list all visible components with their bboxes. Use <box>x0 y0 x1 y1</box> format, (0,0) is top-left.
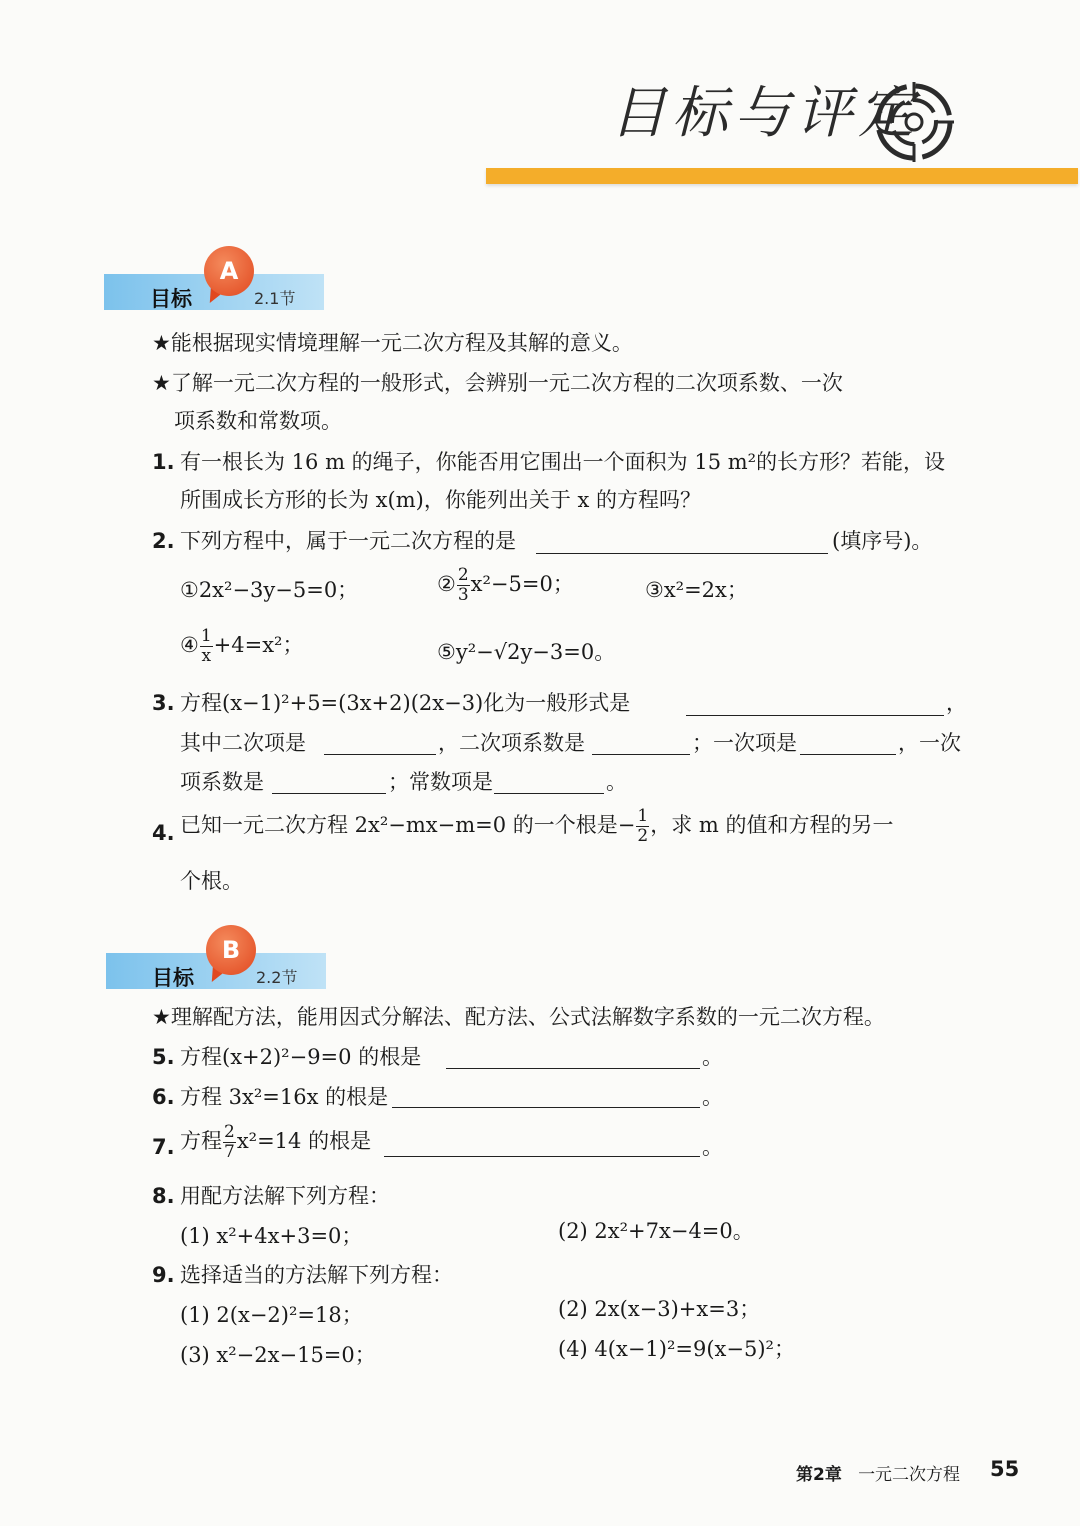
goal-b-section: 2.2节 <box>256 968 298 987</box>
goal-a-objective-2-cont: 项系数和常数项。 <box>174 409 342 433</box>
q3-label-linear-coef: 项系数是 <box>180 770 264 794</box>
answer-blank[interactable] <box>446 1068 700 1069</box>
answer-blank[interactable] <box>686 715 944 716</box>
q2-option-5: ⑤y²−√2y−3=0。 <box>437 640 616 664</box>
question-4-text-cont: 个根。 <box>180 869 243 893</box>
answer-blank[interactable] <box>494 793 604 794</box>
target-icon <box>872 80 956 164</box>
answer-blank[interactable] <box>272 793 386 794</box>
q2-option-1: ①2x²−3y−5=0； <box>180 578 359 602</box>
question-2-tail: (填序号)。 <box>832 529 933 553</box>
question-number: 9. <box>152 1263 175 1287</box>
answer-blank[interactable] <box>536 553 828 554</box>
question-number: 6. <box>152 1085 175 1109</box>
q9-part-2: (2) 2x(x−3)+x=3； <box>558 1297 761 1321</box>
q3-label-constant: ；常数项是 <box>388 770 493 794</box>
question-8-text: 用配方法解下列方程： <box>180 1184 390 1208</box>
answer-blank[interactable] <box>392 1107 700 1108</box>
footer-chapter-number: 第2章 <box>796 1465 842 1485</box>
question-number: 1. <box>152 450 175 474</box>
question-7-tail: 。 <box>702 1135 723 1159</box>
q3-label-linear-term: ；一次项是 <box>692 731 797 755</box>
goal-a-objective-2: ★了解一元二次方程的一般形式，会辨别一元二次方程的二次项系数、一次 <box>152 371 843 395</box>
q8-part-2: (2) 2x²+7x−4=0。 <box>558 1219 754 1243</box>
question-number: 5. <box>152 1045 175 1069</box>
answer-blank[interactable] <box>384 1156 700 1157</box>
q2-option-3: ③x²=2x； <box>645 578 748 602</box>
question-number: 7. <box>152 1135 175 1159</box>
goal-b-objective-1: ★理解配方法，能用因式分解法、配方法、公式法解数字系数的一元二次方程。 <box>152 1005 885 1029</box>
goal-a-letter: A <box>204 246 254 296</box>
q8-part-1: (1) x²+4x+3=0； <box>180 1224 363 1248</box>
q3-label-quadratic-coef: ，二次项系数是 <box>438 731 585 755</box>
question-7-text: 方程 $\frac{2}{7}$ x²=14 的根是 <box>180 1122 372 1162</box>
question-9-text: 选择适当的方法解下列方程： <box>180 1263 453 1287</box>
q9-part-3: (3) x²−2x−15=0； <box>180 1343 376 1367</box>
question-2-text: 下列方程中，属于一元二次方程的是 <box>180 529 516 553</box>
q3-period: 。 <box>606 770 627 794</box>
question-3-text: 方程(x−1)²+5=(3x+2)(2x−3)化为一般形式是 <box>180 691 631 715</box>
answer-blank[interactable] <box>800 754 896 755</box>
question-number: 2. <box>152 529 175 553</box>
goal-a-section: 2.1节 <box>254 289 296 308</box>
answer-blank[interactable] <box>592 754 690 755</box>
goal-b-label: 目标 <box>152 966 194 990</box>
q3-label-linear: ，一次 <box>898 731 961 755</box>
q9-part-1: (1) 2(x−2)²=18； <box>180 1303 363 1327</box>
footer-chapter <box>796 1460 960 1485</box>
goal-a-label: 目标 <box>150 287 192 311</box>
q9-part-4: (4) 4(x−1)²=9(x−5)²； <box>558 1337 795 1361</box>
question-4-text: 已知一元二次方程 2x²−mx−m=0 的一个根是− $\frac{1}{2}$ ，求 m 的值和方程的另一 <box>180 806 894 846</box>
q2-option-4: ④ $\frac{1}{x}$ +4=x²； <box>180 626 304 666</box>
q3-label-quadratic-term: 其中二次项是 <box>180 731 306 755</box>
page-number: 55 <box>990 1457 1020 1481</box>
question-6-text: 方程 3x²=16x 的根是 <box>180 1085 389 1109</box>
goal-b-letter: B <box>206 925 256 975</box>
question-6-tail: 。 <box>702 1085 723 1109</box>
question-number: 4. <box>152 821 175 845</box>
q2-option-2: ② $\frac{2}{3}$ x²−5=0； <box>437 565 574 605</box>
footer-chapter-name: 一元二次方程 <box>858 1465 961 1485</box>
question-1-text-cont: 所围成长方形的长为 x(m)，你能列出关于 x 的方程吗？ <box>180 488 702 512</box>
question-5-text: 方程(x+2)²−9=0 的根是 <box>180 1045 422 1069</box>
header-accent-bar <box>486 168 1078 184</box>
page-title: 目标与评定 <box>610 81 920 146</box>
question-5-tail: 。 <box>702 1045 723 1069</box>
goal-a-objective-1: ★能根据现实情境理解一元二次方程及其解的意义。 <box>152 331 633 355</box>
answer-blank[interactable] <box>324 754 436 755</box>
question-number: 3. <box>152 691 175 715</box>
question-number: 8. <box>152 1184 175 1208</box>
question-1-text: 有一根长为 16 m 的绳子，你能否用它围出一个面积为 15 m²的长方形？若能，设 <box>180 450 946 474</box>
question-3-comma: ， <box>946 691 967 715</box>
